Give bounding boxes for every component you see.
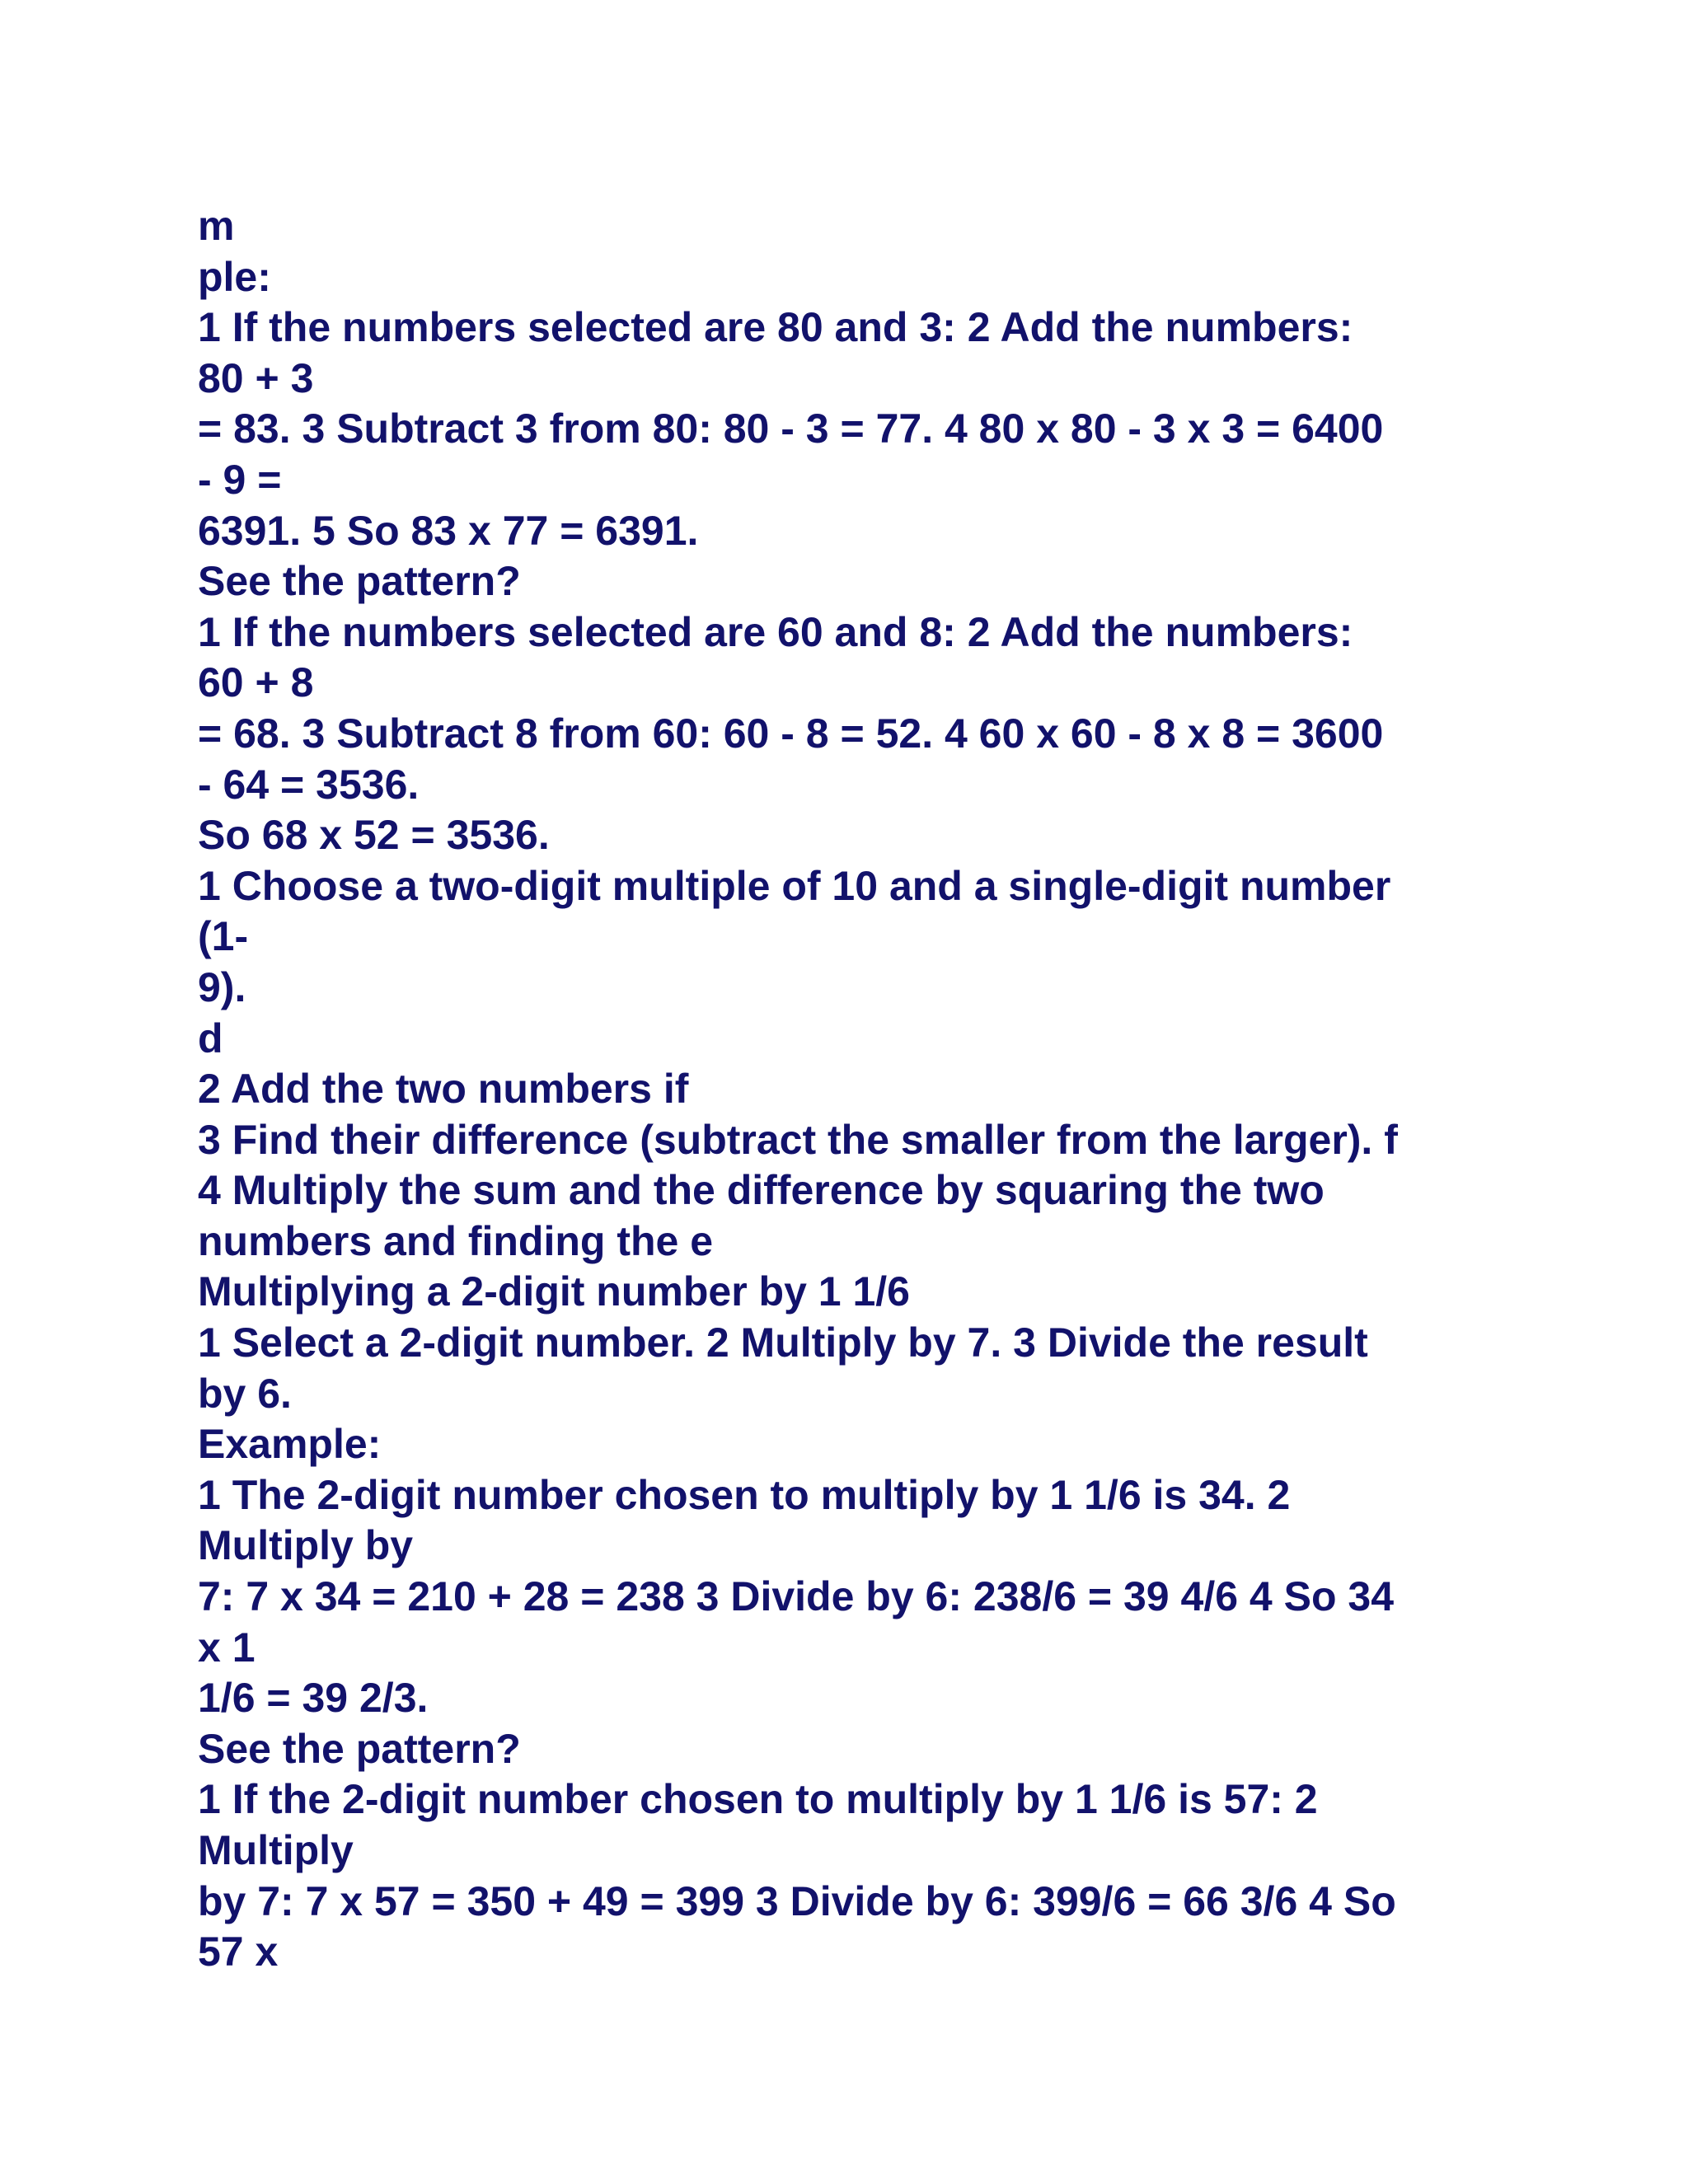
text-line: = 68. 3 Subtract 8 from 60: 60 - 8 = 52. 4 60 x 60 - 8 x 8 = 3600 <box>198 710 1384 757</box>
text-line: 1 Select a 2-digit number. 2 Multiply by 7. 3 Divide the result <box>198 1319 1368 1366</box>
text-line: 4 Multiply the sum and the difference by squaring the two <box>198 1167 1325 1214</box>
document-page <box>198 201 1550 1978</box>
text-line: x 1 <box>198 1624 256 1671</box>
text-line: 6391. 5 So 83 x 77 = 6391. <box>198 507 699 554</box>
text-line: 57 x <box>198 1929 279 1975</box>
section-heading: Multiplying a 2-digit number by 1 1/6 <box>198 1268 910 1315</box>
text-line: = 83. 3 Subtract 3 from 80: 80 - 3 = 77. 4 80 x 80 - 3 x 3 = 6400 <box>198 405 1384 452</box>
text-line: 1 If the numbers selected are 60 and 8: 2 Add the numbers: <box>198 608 1353 655</box>
text-line: (1- <box>198 913 249 960</box>
text-line: 3 Find their difference (subtract the smaller from the larger). f <box>198 1116 1398 1163</box>
text-line: - 9 = <box>198 456 282 503</box>
text-line: 1 The 2-digit number chosen to multiply by 1 1/6 is 34. 2 <box>198 1471 1291 1518</box>
text-line: numbers and finding the e <box>198 1217 714 1264</box>
text-line: Multiply <box>198 1827 354 1873</box>
text-line: Example: <box>198 1421 382 1468</box>
text-line: ple: <box>198 253 271 300</box>
text-line: 60 + 8 <box>198 659 314 706</box>
text-line: 1 Choose a two-digit multiple of 10 and a single-digit number <box>198 862 1391 909</box>
text-line: 1 If the numbers selected are 80 and 3: 2 Add the numbers: <box>198 304 1353 351</box>
text-line: 80 + 3 <box>198 354 314 401</box>
text-line: Multiply by <box>198 1522 414 1569</box>
text-line: 2 Add the two numbers if <box>198 1066 689 1113</box>
text-line: 1/6 = 39 2/3. <box>198 1675 429 1722</box>
text-line: 9). <box>198 963 246 1010</box>
text-line: See the pattern? <box>198 558 521 605</box>
text-line: d <box>198 1015 223 1062</box>
text-line: by 6. <box>198 1370 292 1417</box>
text-line: 1 If the 2-digit number chosen to multiply by 1 1/6 is 57: 2 <box>198 1776 1318 1823</box>
text-line: by 7: 7 x 57 = 350 + 49 = 399 3 Divide by 6: 399/6 = 66 3/6 4 So <box>198 1877 1396 1924</box>
text-line: m <box>198 203 235 249</box>
text-line: 7: 7 x 34 = 210 + 28 = 238 3 Divide by 6: 238/6 = 39 4/6 4 So 34 <box>198 1573 1395 1620</box>
text-line: - 64 = 3536. <box>198 761 420 808</box>
text-line: See the pattern? <box>198 1725 521 1772</box>
text-line: So 68 x 52 = 3536. <box>198 812 550 859</box>
